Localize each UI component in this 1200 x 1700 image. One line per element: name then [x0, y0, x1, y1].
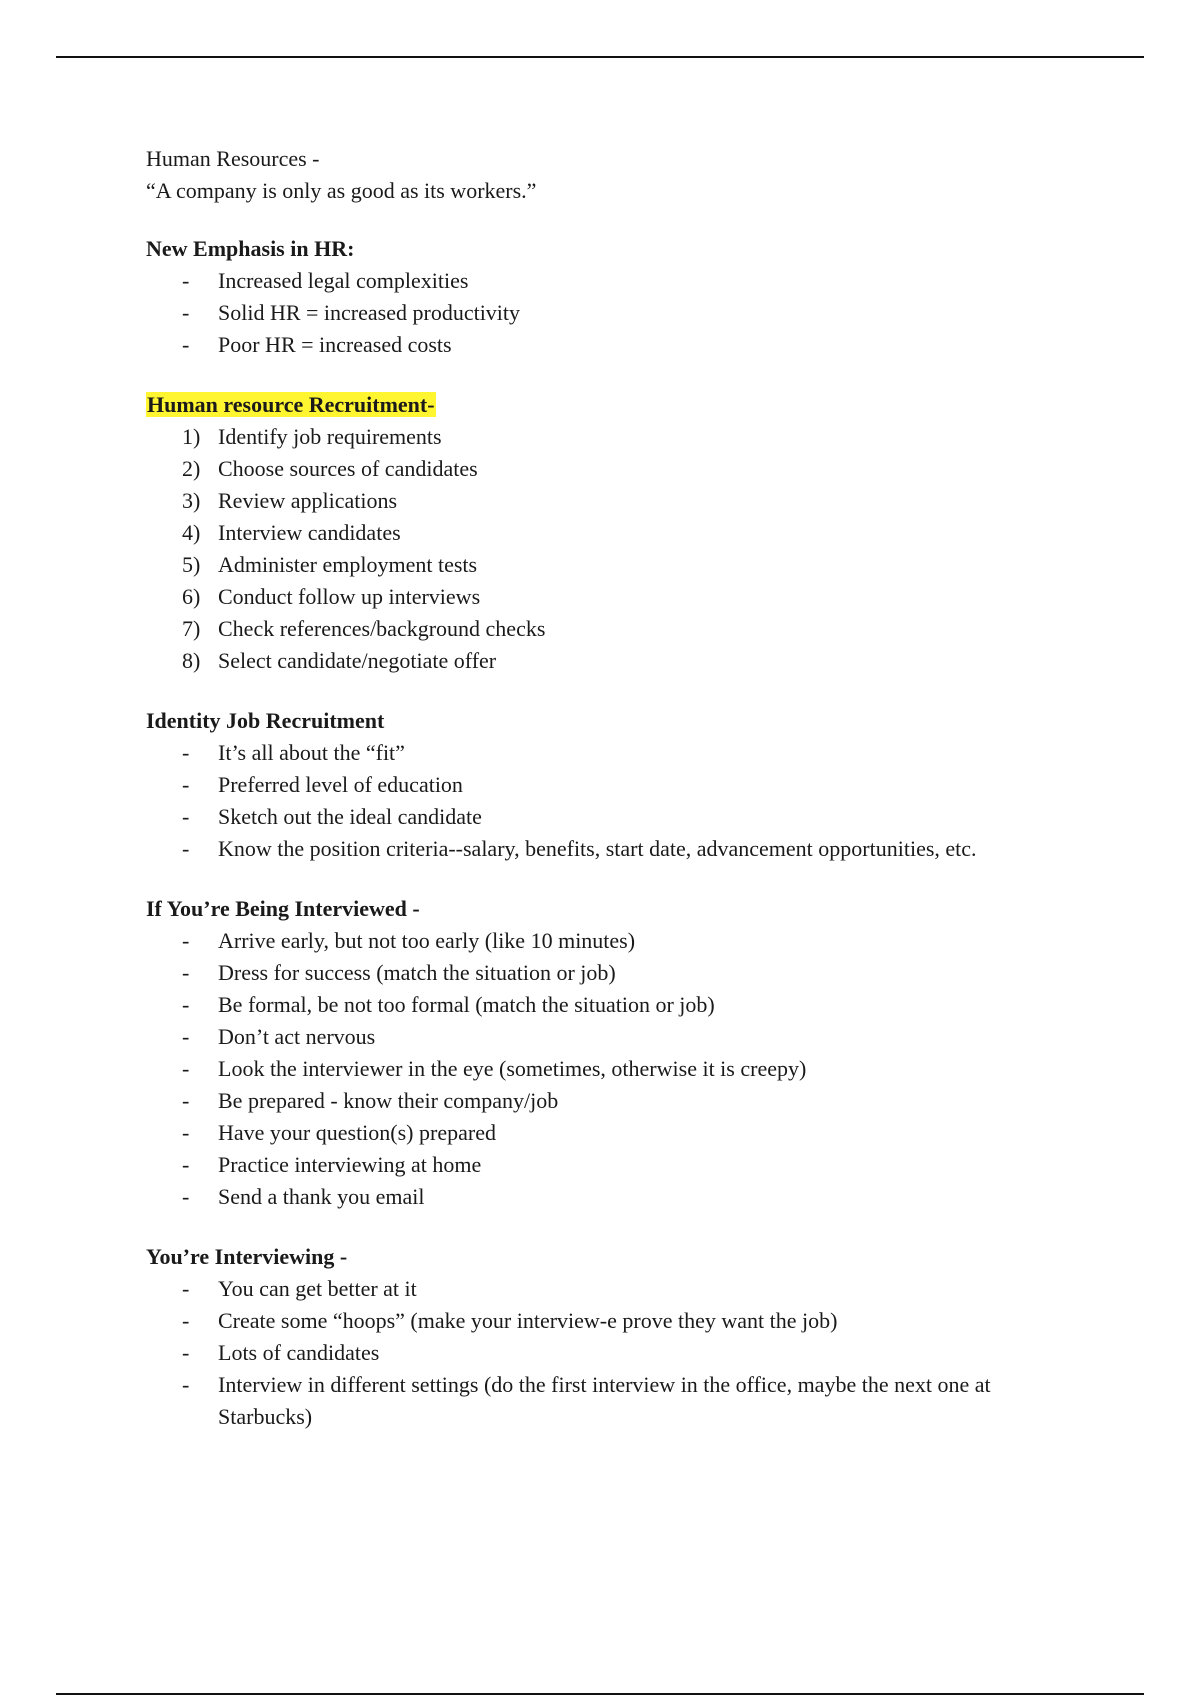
list-number: 5) [182, 552, 201, 577]
list-item [146, 329, 1086, 361]
list-item [146, 833, 1086, 865]
list-item [146, 1305, 1086, 1337]
list-item [146, 645, 1086, 677]
top-rule [56, 56, 1144, 58]
section-heading [146, 893, 1086, 925]
list-dash: - [182, 1276, 190, 1301]
list-dash: - [182, 928, 190, 953]
list-dash: - [182, 804, 190, 829]
list-item-text: Lots of candidates [218, 1340, 380, 1365]
list-number: 4) [182, 520, 201, 545]
list-item-text: Be prepared - know their company/job [218, 1088, 559, 1113]
list-item-text: Interview candidates [218, 520, 401, 545]
list-item-text: Interview in different settings (do the first interview in the office, maybe the next one at Starbucks) [218, 1372, 991, 1429]
bullet-list [146, 265, 1086, 361]
list-dash: - [182, 1308, 190, 1333]
list-item [146, 1181, 1086, 1213]
list-item [146, 801, 1086, 833]
bottom-rule [56, 1693, 1144, 1695]
list-item [146, 581, 1086, 613]
list-item-text: Select candidate/negotiate offer [218, 648, 497, 673]
list-item [146, 957, 1086, 989]
list-item [146, 1053, 1086, 1085]
section-heading-text: Human resource Recruitment- [147, 392, 435, 417]
list-item-text: Review applications [218, 488, 398, 513]
list-number: 6) [182, 584, 201, 609]
section [146, 705, 1086, 865]
list-item [146, 1149, 1086, 1181]
list-dash: - [182, 960, 190, 985]
list-dash: - [182, 1184, 190, 1209]
section-heading-text: You’re Interviewing - [146, 1244, 348, 1269]
list-item-text: Choose sources of candidates [218, 456, 478, 481]
section-heading [146, 389, 1086, 421]
list-item-text: Don’t act nervous [218, 1024, 376, 1049]
list-item-text: Increased legal complexities [218, 268, 469, 293]
list-item-text: Have your question(s) prepared [218, 1120, 496, 1145]
document-page [146, 143, 1086, 1433]
list-dash: - [182, 1372, 190, 1397]
list-item [146, 517, 1086, 549]
list-item-text: You can get better at it [218, 1276, 417, 1301]
list-dash: - [182, 1152, 190, 1177]
list-item-text: Know the position criteria--salary, benefits, start date, advancement opportunities, etc. [218, 836, 977, 861]
list-dash: - [182, 740, 190, 765]
list-item-text: Poor HR = increased costs [218, 332, 452, 357]
list-item [146, 421, 1086, 453]
document-title: Human Resources - [146, 146, 320, 171]
list-item-text: Practice interviewing at home [218, 1152, 482, 1177]
list-item [146, 549, 1086, 581]
section-heading-text: Identity Job Recruitment [146, 708, 385, 733]
list-number: 7) [182, 616, 201, 641]
list-dash: - [182, 1120, 190, 1145]
section [146, 233, 1086, 361]
list-item-text: Dress for success (match the situation or job) [218, 960, 616, 985]
list-item-text: Conduct follow up interviews [218, 584, 481, 609]
list-item [146, 485, 1086, 517]
list-item-text: Preferred level of education [218, 772, 463, 797]
section-heading [146, 1241, 1086, 1273]
section [146, 1241, 1086, 1433]
bullet-list [146, 737, 1086, 865]
section-heading [146, 233, 1086, 265]
list-item-text: It’s all about the “fit” [218, 740, 405, 765]
list-dash: - [182, 332, 190, 357]
list-number: 2) [182, 456, 201, 481]
list-item [146, 613, 1086, 645]
list-item-text: Create some “hoops” (make your interview-e prove they want the job) [218, 1308, 838, 1333]
document-quote: “A company is only as good as its workers.” [146, 178, 537, 203]
bullet-list [146, 1273, 1086, 1433]
list-item [146, 1085, 1086, 1117]
list-dash: - [182, 772, 190, 797]
list-item-text: Look the interviewer in the eye (sometimes, otherwise it is creepy) [218, 1056, 807, 1081]
list-dash: - [182, 1088, 190, 1113]
list-dash: - [182, 1024, 190, 1049]
list-item-text: Be formal, be not too formal (match the situation or job) [218, 992, 715, 1017]
list-item [146, 1021, 1086, 1053]
list-item [146, 1369, 1086, 1433]
list-dash: - [182, 300, 190, 325]
list-number: 1) [182, 424, 201, 449]
bullet-list [146, 925, 1086, 1213]
section [146, 893, 1086, 1213]
list-number: 8) [182, 648, 201, 673]
numbered-list [146, 421, 1086, 677]
list-item [146, 769, 1086, 801]
list-dash: - [182, 268, 190, 293]
list-dash: - [182, 992, 190, 1017]
list-item [146, 989, 1086, 1021]
list-number: 3) [182, 488, 201, 513]
list-item [146, 925, 1086, 957]
list-dash: - [182, 1340, 190, 1365]
list-item-text: Sketch out the ideal candidate [218, 804, 482, 829]
list-item [146, 265, 1086, 297]
list-item-text: Send a thank you email [218, 1184, 425, 1209]
section-heading-text: New Emphasis in HR: [146, 236, 355, 261]
list-item [146, 1337, 1086, 1369]
list-item [146, 1117, 1086, 1149]
list-item [146, 453, 1086, 485]
list-item [146, 1273, 1086, 1305]
list-item [146, 297, 1086, 329]
list-dash: - [182, 836, 190, 861]
section-heading-text: If You’re Being Interviewed - [146, 896, 420, 921]
section [146, 389, 1086, 677]
list-item-text: Solid HR = increased productivity [218, 300, 521, 325]
sections-container [146, 233, 1086, 1433]
list-item-text: Administer employment tests [218, 552, 478, 577]
list-item [146, 737, 1086, 769]
section-heading [146, 705, 1086, 737]
list-item-text: Check references/background checks [218, 616, 546, 641]
list-dash: - [182, 1056, 190, 1081]
list-item-text: Arrive early, but not too early (like 10 minutes) [218, 928, 636, 953]
list-item-text: Identify job requirements [218, 424, 442, 449]
